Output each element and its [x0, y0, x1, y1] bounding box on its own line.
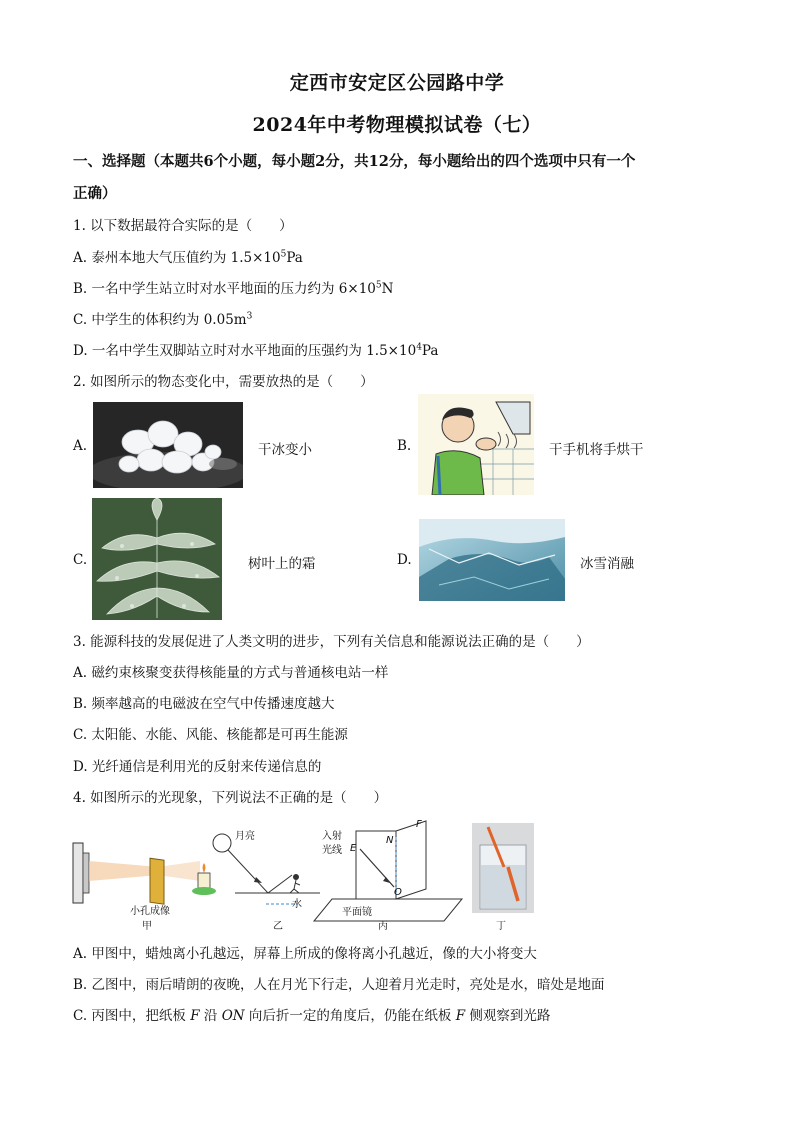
q2-option-d-caption: 冰雪消融 [580, 556, 634, 572]
exam-title: 2024年中考物理模拟试卷（七） [252, 114, 542, 136]
section-heading-cont: 正确） [73, 185, 117, 202]
moonlight-diagram [213, 830, 320, 932]
incident-ray-label-2: 光线 [322, 845, 342, 856]
q4-option-b: B. 乙图中，雨后晴朗的夜晚，人在月光下行走，人迎着月光走时，亮处是水，暗处是地面 [73, 977, 605, 993]
hand-dryer-illustration [418, 394, 534, 495]
dry-ice-photo [93, 402, 243, 488]
q1-option-b: B. 一名中学生站立时对水平地面的压力约为 $6\times 10^5N$ [73, 280, 394, 297]
point-f-label: F [416, 819, 422, 830]
q4-stem: 4. 如图所示的光现象，下列说法不正确的是（ ） [73, 790, 388, 806]
water-label: 水 [292, 899, 302, 910]
q3-option-c: C. 太阳能、水能、风能、核能都是可再生能源 [73, 727, 348, 743]
q2-option-d-letter: D. [397, 552, 412, 568]
incident-ray-label-1: 入射 [322, 831, 342, 842]
refraction-photo [472, 823, 534, 932]
q2-option-a-caption: 干冰变小 [258, 442, 312, 458]
q2-option-a-letter: A. [73, 438, 88, 454]
point-e-label: E [350, 843, 357, 854]
fig-label-bing: 丙 [378, 921, 388, 932]
school-name: 定西市安定区公园路中学 [289, 72, 505, 94]
q3-option-d: D. 光纤通信是利用光的反射来传递信息的 [73, 759, 322, 775]
q4-option-a: A. 甲图中，蜡烛离小孔越远，屏幕上所成的像将离小孔越近，像的大小将变大 [73, 946, 537, 962]
fig-label-jia: 甲 [142, 921, 152, 932]
moon-label: 月亮 [235, 831, 255, 842]
q2-option-c-caption: 树叶上的霜 [248, 556, 316, 572]
q1-option-c: C. 中学生的体积约为 $0.05m^3$ [73, 311, 253, 328]
q3-option-a: A. 磁约束核聚变获得核能量的方式与普通核电站一样 [73, 665, 389, 681]
fig-label-yi: 乙 [273, 921, 283, 932]
q2-option-c-letter: C. [73, 552, 88, 568]
plane-mirror-label: 平面镜 [342, 907, 372, 918]
q4-optics-figure [70, 815, 540, 935]
q4-option-c: C. 丙图中，把纸板 F 沿 ON 向后折一定的角度后，仍能在纸板 F 侧观察到光路 [73, 1008, 551, 1024]
melting-ice-photo [419, 519, 565, 601]
section-heading: 一、选择题（本题共6个小题，每小题2分，共12分，每小题给出的四个选项中只有一个 [73, 153, 636, 170]
fig-label-ding: 丁 [496, 921, 506, 932]
frost-leaf-photo [92, 498, 222, 620]
q1-option-d: D. 一名中学生双脚站立时对水平地面的压强约为 $1.5\times 10^4Pa$ [73, 342, 439, 359]
mirror-diagram [314, 819, 462, 932]
q1-stem: 1. 以下数据最符合实际的是（ ） [73, 218, 293, 234]
point-o-label: O [394, 887, 402, 898]
pinhole-diagram [73, 843, 216, 932]
q1-option-a: A. 泰州本地大气压值约为 $1.5\times 10^5Pa$ [73, 249, 303, 266]
q2-option-b-caption: 干手机将手烘干 [549, 442, 644, 458]
pinhole-caption: 小孔成像 [130, 906, 170, 917]
q3-option-b: B. 频率越高的电磁波在空气中传播速度越大 [73, 696, 335, 712]
q2-option-b-letter: B. [397, 438, 412, 454]
point-n-label: N [386, 835, 394, 846]
q3-stem: 3. 能源科技的发展促进了人类文明的进步，下列有关信息和能源说法正确的是（ ） [73, 634, 590, 650]
q2-stem: 2. 如图所示的物态变化中，需要放热的是（ ） [73, 374, 374, 390]
